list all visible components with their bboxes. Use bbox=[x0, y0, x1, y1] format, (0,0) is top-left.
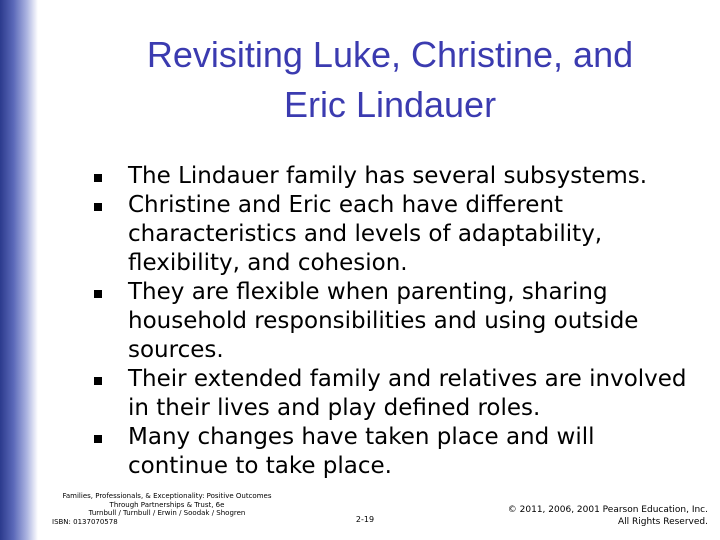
decorative-sidebar-gradient bbox=[0, 0, 38, 540]
square-bullet-icon bbox=[94, 435, 102, 443]
bullet-text: Christine and Eric each have different characteristics and levels of adaptability, flexibility, and cohesion. bbox=[128, 192, 603, 276]
copyright-line1: © 2011, 2006, 2001 Pearson Education, Inc. bbox=[507, 505, 708, 515]
slide-title-line1: Revisiting Luke, Christine, and bbox=[146, 34, 634, 75]
bullet-item bbox=[94, 278, 694, 365]
bullet-text: Many changes have taken place and will continue to take place. bbox=[128, 424, 595, 479]
slide-title-line2: Eric Lindauer bbox=[283, 84, 497, 125]
book-citation bbox=[52, 492, 282, 526]
bullet-item bbox=[94, 191, 694, 278]
bullet-item bbox=[94, 365, 694, 423]
book-title-line1: Families, Professionals, & Exceptionality: Positive Outcomes bbox=[62, 492, 272, 500]
bullet-list bbox=[94, 162, 694, 481]
page-number: 2-19 bbox=[355, 515, 375, 524]
bullet-item bbox=[94, 162, 694, 191]
square-bullet-icon bbox=[94, 290, 102, 298]
copyright-line2: All Rights Reserved. bbox=[617, 517, 708, 527]
bullet-text: The Lindauer family has several subsystems. bbox=[128, 163, 648, 189]
slide-title bbox=[60, 30, 720, 130]
square-bullet-icon bbox=[94, 203, 102, 211]
square-bullet-icon bbox=[94, 174, 102, 182]
bullet-text: Their extended family and relatives are involved in their lives and play defined roles. bbox=[128, 366, 687, 421]
copyright-notice bbox=[448, 504, 708, 528]
book-authors: Turnbull / Turnbull / Erwin / Soodak / Shogren bbox=[88, 509, 246, 517]
book-title-line2: Through Partnerships & Trust, 6e bbox=[109, 500, 225, 509]
square-bullet-icon bbox=[94, 377, 102, 385]
bullet-item bbox=[94, 423, 694, 481]
bullet-text: They are flexible when parenting, sharing household responsibilities and using outside sources. bbox=[128, 279, 639, 363]
book-isbn: ISBN: 0137070578 bbox=[52, 517, 118, 526]
